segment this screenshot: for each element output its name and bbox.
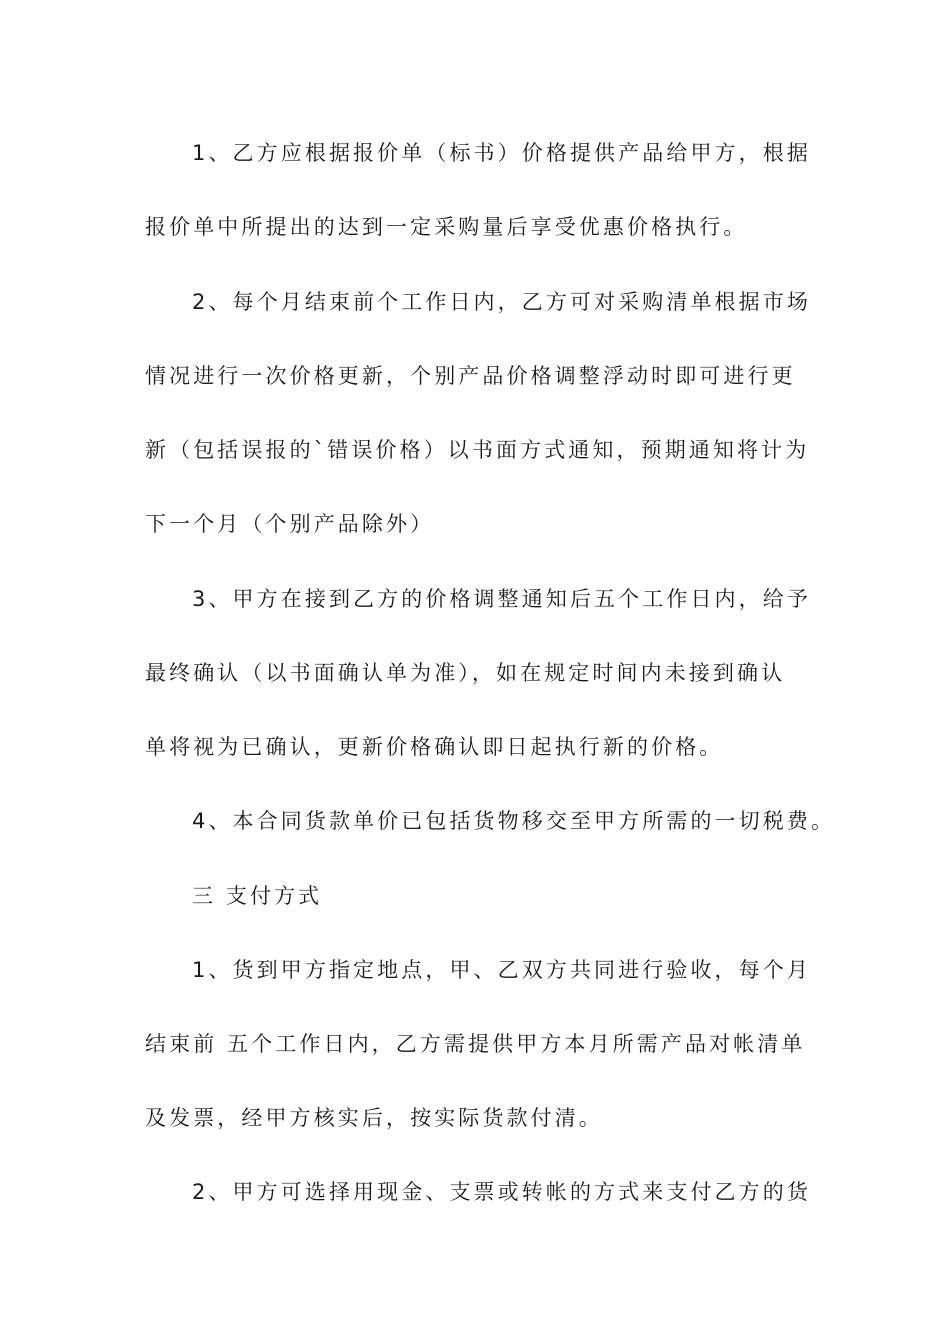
section-heading-payment: 三 支付方式 [192,884,323,908]
paragraph-2-line-2: 情况进行一次价格更新，个别产品价格调整浮动时即可进行更 [145,364,796,388]
paragraph-5-line-1: 1、货到甲方指定地点，甲、乙双方共同进行验收，每个月 [192,958,811,982]
paragraph-3-line-2: 最终确认（以书面确认单为准），如在规定时间内未接到确认 [145,661,786,685]
paragraph-1-line-1: 1、乙方应根据报价单（标书）价格提供产品给甲方，根据 [192,141,811,165]
paragraph-5-line-2: 结束前 五个工作日内，乙方需提供甲方本月所需产品对帐清单 [145,1032,806,1056]
paragraph-2-line-4: 下一个月（个别产品除外） [145,512,435,536]
paragraph-1-line-2: 报价单中所提出的达到一定采购量后享受优惠价格执行。 [145,215,748,239]
paragraph-3-line-3: 单将视为已确认，更新价格确认即日起执行新的价格。 [145,735,724,759]
paragraph-2-line-1: 2、每个月结束前个工作日内，乙方可对采购清单根据市场 [192,290,811,314]
paragraph-2-line-3: 新（包括误报的`错误价格）以书面方式通知，预期通知将计为 [145,438,810,462]
paragraph-6-line-1: 2、甲方可选择用现金、支票或转帐的方式来支付乙方的货 [192,1180,811,1204]
paragraph-3-line-1: 3、甲方在接到乙方的价格调整通知后五个工作日内，给予 [192,587,811,611]
paragraph-4-line-1: 4、本合同货款单价已包括货物移交至甲方所需的一切税费。 [192,809,836,833]
paragraph-5-line-3: 及发票，经甲方核实后，按实际货款付清。 [145,1106,603,1130]
